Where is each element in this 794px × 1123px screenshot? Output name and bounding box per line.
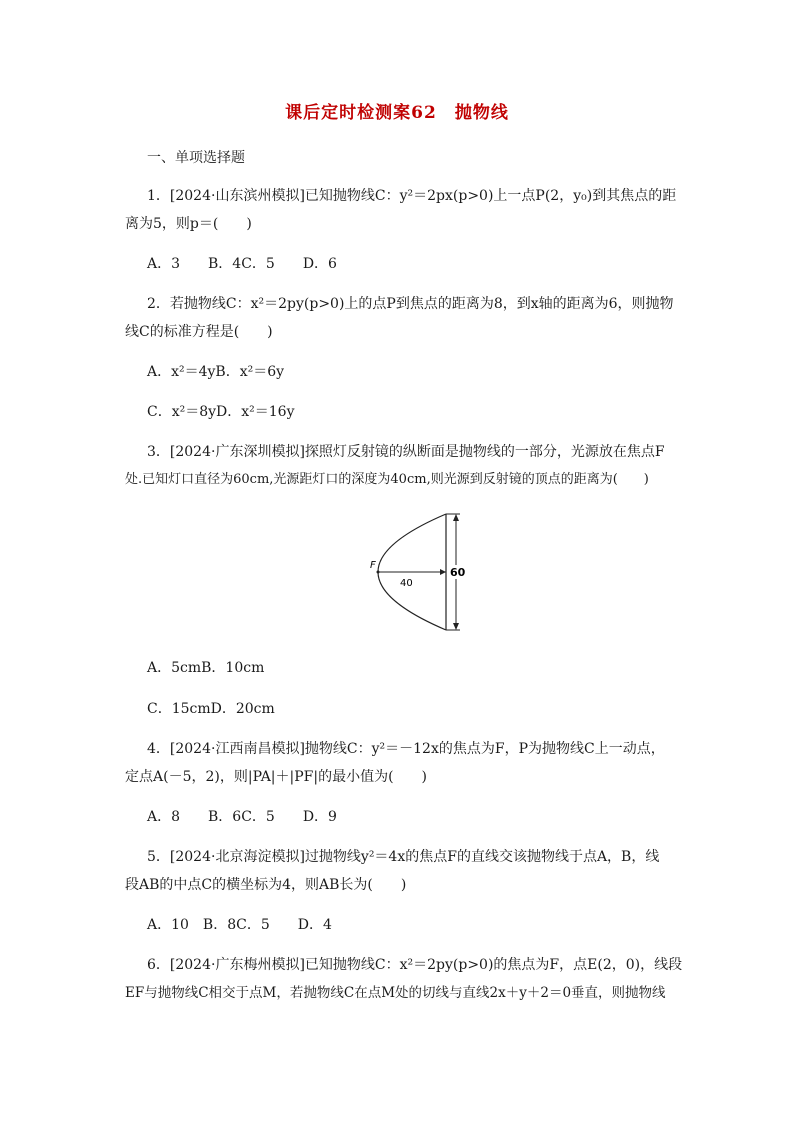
question-4-line-2: 定点A(－5，2)，则|PA|＋|PF|的最小值为( ) — [125, 769, 428, 785]
question-3-line-1: 3．[2024·广东深圳模拟]探照灯反射镜的纵断面是抛物线的一部分，光源放在焦点F — [147, 444, 665, 460]
question-5-options: A．10 B．8C．5 D．4 — [147, 917, 332, 933]
question-3-options-1: A．5cmB．10cm — [147, 660, 265, 676]
question-2-line-1: 2．若抛物线C：x²＝2py(p>0)上的点P到焦点的距离为8，到x轴的距离为6，则抛物 — [147, 296, 674, 312]
focus-point — [377, 571, 380, 574]
question-5-line-2: 段AB的中点C的横坐标为4，则AB长为( ) — [125, 877, 407, 893]
question-4-line-1: 4．[2024·江西南昌模拟]抛物线C：y²＝－12x的焦点为F，P为抛物线C上一动点， — [147, 741, 665, 757]
parabola-reflector-figure — [340, 508, 470, 638]
question-1-options: A．3 B．4C．5 D．6 — [147, 256, 337, 272]
question-4-options: A．8 B．6C．5 D．9 — [147, 809, 337, 825]
question-6-line-1: 6．[2024·广东梅州模拟]已知抛物线C：x²＝2py(p>0)的焦点为F，点E(2，0)，线段 — [147, 957, 683, 973]
depth-arrowhead — [440, 569, 446, 575]
reflector-diagram — [340, 508, 470, 638]
question-2-options-2: C．x²＝8yD．x²＝16y — [147, 404, 295, 420]
question-3-options-2: C．15cmD．20cm — [147, 701, 275, 717]
section-heading: 一、单项选择题 — [147, 150, 245, 166]
question-1-line-1: 1．[2024·山东滨州模拟]已知抛物线C：y²＝2px(p>0)上一点P(2，y₀)到其焦点的距 — [147, 188, 677, 204]
page-title: 课后定时检测案62 抛物线 — [285, 103, 509, 123]
focus-label: F — [370, 560, 376, 571]
diameter-label: 60 — [450, 566, 466, 579]
question-2-options-1: A．x²＝4yB．x²＝6y — [147, 364, 285, 380]
question-3-line-2: 处.已知灯口直径为60cm,光源距灯口的深度为40cm,则光源到反射镜的顶点的距离为( ) — [125, 472, 649, 487]
question-1-line-2: 离为5，则p＝( ) — [125, 216, 252, 232]
question-2-line-2: 线C的标准方程是( ) — [125, 324, 273, 340]
depth-label: 40 — [400, 578, 413, 589]
question-5-line-1: 5．[2024·北京海淀模拟]过抛物线y²＝4x的焦点F的直线交该抛物线于点A，B，线 — [147, 849, 660, 865]
diameter-arrowhead-top — [453, 514, 459, 521]
diameter-arrowhead-bottom — [453, 623, 459, 630]
question-6-line-2: EF与抛物线C相交于点M，若抛物线C在点M处的切线与直线2x＋y＋2＝0垂直，则抛物线 — [125, 985, 666, 1001]
